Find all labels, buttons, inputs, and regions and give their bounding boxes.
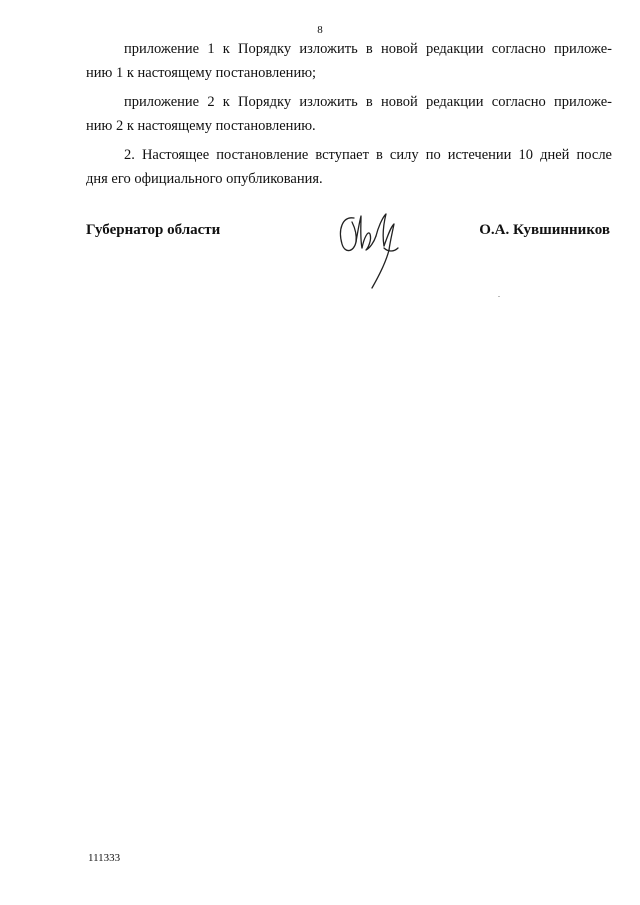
paragraph-line: нию 2 к настоящему постановлению. — [86, 118, 316, 134]
signatory-position: Губернатор области — [86, 222, 221, 238]
page-number: 8 — [317, 24, 323, 36]
signatory-name: О.А. Кувшинников — [479, 222, 610, 238]
scan-speck — [498, 296, 500, 297]
document-code: 111333 — [88, 852, 121, 864]
paragraph-line: дня его официального опубликования. — [86, 171, 323, 187]
paragraph-line: нию 1 к настоящему постановлению; — [86, 65, 317, 81]
handwritten-signature — [332, 208, 408, 292]
paragraph-line: приложение 1 к Порядку изложить в новой редакции согласно приложе- — [124, 41, 612, 57]
paragraph-line: приложение 2 к Порядку изложить в новой редакции согласно приложе- — [124, 94, 612, 110]
paragraph-line: 2. Настоящее постановление вступает в силу по истечении 10 дней после — [124, 147, 612, 163]
